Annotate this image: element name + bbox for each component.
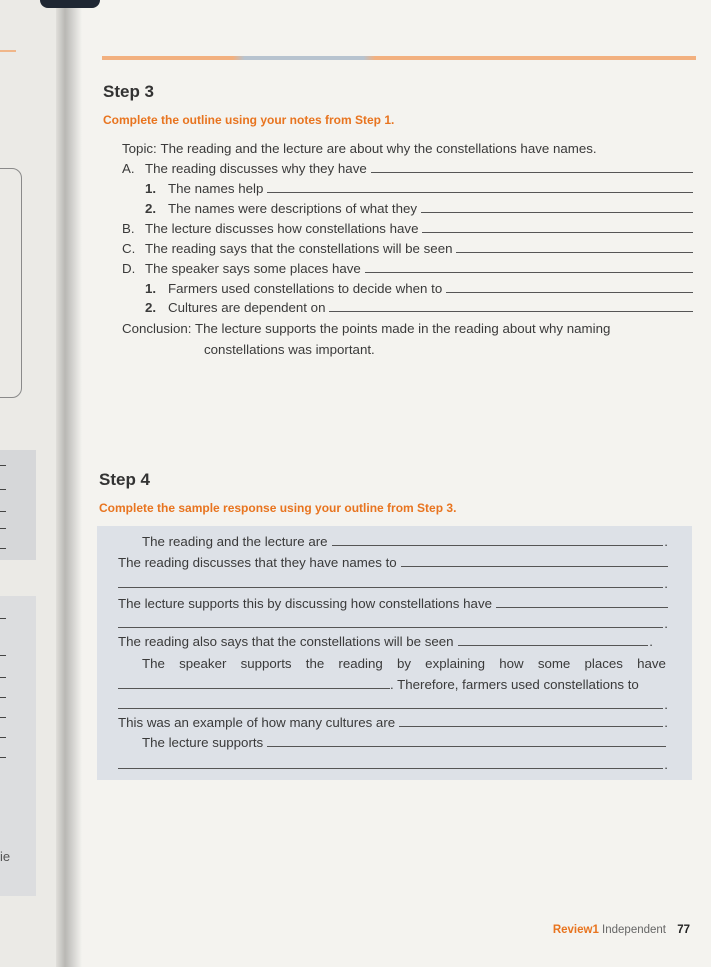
page-footer [553, 924, 690, 936]
facing-page-tick [0, 757, 6, 758]
answer-blank[interactable] [456, 252, 693, 253]
answer-blank[interactable] [365, 272, 693, 273]
response-text: . Therefore, farmers used constellations to [390, 677, 639, 692]
answer-blank[interactable] [329, 311, 693, 312]
answer-blank[interactable] [118, 587, 663, 588]
outline-marker: A. [122, 161, 135, 176]
period: . [664, 534, 668, 549]
response-line-8 [118, 674, 666, 692]
outline-marker: 1. [145, 281, 157, 296]
response-word: explaining [425, 656, 486, 671]
period: . [664, 757, 668, 772]
answer-blank[interactable] [422, 232, 693, 233]
facing-page-tick [0, 677, 6, 678]
facing-page-tick [0, 697, 6, 698]
outline-text: The names were descriptions of what they [168, 201, 418, 216]
page-number: 77 [677, 924, 690, 936]
answer-blank[interactable] [371, 172, 693, 173]
step3-title: Step 3 [103, 82, 155, 101]
outline-marker: 1. [145, 181, 157, 196]
header-rule [102, 56, 696, 60]
outline-item-a2 [145, 198, 693, 216]
response-word: have [637, 656, 666, 671]
period: . [649, 634, 653, 649]
response-line-1 [142, 531, 668, 549]
facing-page-tick [0, 465, 6, 466]
response-text: The lecture supports [142, 735, 264, 750]
facing-page-tick [0, 548, 6, 549]
response-line-5 [118, 613, 668, 631]
conclusion-line1: The lecture supports the points made in the reading about why naming [194, 321, 611, 336]
outline-text: The speaker says some places have [145, 261, 361, 276]
response-word: supports [240, 656, 292, 671]
facing-page-tick [0, 717, 6, 718]
outline-text: Cultures are dependent on [168, 300, 326, 315]
answer-blank[interactable] [458, 645, 649, 646]
outline-marker: C. [122, 241, 136, 256]
response-line-7 [142, 653, 666, 671]
response-text: This was an example of how many cultures are [118, 715, 396, 730]
outline-item-d2 [145, 297, 693, 315]
facing-page-tick [0, 737, 6, 738]
response-word: some [537, 656, 571, 671]
outline-text: The reading says that the constellations will be seen [145, 241, 453, 256]
answer-blank[interactable] [267, 192, 693, 193]
outline-marker: 2. [145, 300, 157, 315]
period: . [664, 616, 668, 631]
topic-text: The reading and the lecture are about why the constellations have names. [160, 141, 597, 156]
facing-page-rule [0, 50, 16, 52]
response-line-10 [118, 712, 668, 730]
response-text: The reading also says that the constellations will be seen [118, 634, 454, 649]
answer-blank[interactable] [401, 566, 668, 567]
book-spine-top [40, 0, 100, 8]
conclusion [122, 318, 694, 360]
outline-marker: B. [122, 221, 135, 236]
facing-page-tick [0, 489, 6, 490]
response-line-12 [118, 754, 668, 772]
topic-label: Topic: [122, 141, 157, 156]
response-word: how [499, 656, 524, 671]
response-line-6 [118, 631, 653, 649]
facing-page [0, 0, 62, 967]
book-spine-shadow [56, 0, 82, 967]
outline-item-d [122, 258, 693, 276]
period: . [664, 715, 668, 730]
answer-blank[interactable] [118, 708, 663, 709]
facing-page-panel [0, 450, 36, 560]
outline-item-b [122, 218, 693, 236]
outline-item-c [122, 238, 693, 256]
answer-blank[interactable] [446, 292, 693, 293]
answer-blank[interactable] [267, 746, 666, 747]
response-line-3 [118, 573, 668, 591]
outline-text: Farmers used constellations to decide when to [168, 281, 443, 296]
conclusion-label: Conclusion: [122, 321, 192, 336]
outline-marker: 2. [145, 201, 157, 216]
response-word: The [142, 656, 165, 671]
period: . [664, 697, 668, 712]
answer-blank[interactable] [332, 545, 664, 546]
answer-blank[interactable] [421, 212, 693, 213]
outline-text: The reading discusses why they have [145, 161, 367, 176]
answer-blank[interactable] [399, 726, 663, 727]
response-text: The reading and the lecture are [142, 534, 328, 549]
footer-review: Review1 [552, 924, 599, 936]
outline-text: The names help [168, 181, 264, 196]
response-line-9 [118, 694, 668, 712]
facing-page-text-fragment: ie [0, 849, 11, 864]
answer-blank[interactable] [118, 627, 663, 628]
response-text: The reading discusses that they have names to [118, 555, 397, 570]
facing-page-box [0, 168, 22, 398]
response-word: reading [338, 656, 383, 671]
outline-item-a1 [145, 178, 693, 196]
answer-blank[interactable] [496, 607, 668, 608]
response-word: the [305, 656, 325, 671]
response-word: by [396, 656, 411, 671]
step3-subtitle: Complete the outline using your notes from Step 1. [103, 113, 395, 127]
outline-item-d1 [145, 278, 693, 296]
step4-title: Step 4 [99, 470, 151, 489]
outline-marker: D. [122, 261, 136, 276]
answer-blank[interactable] [118, 768, 663, 769]
period: . [664, 576, 668, 591]
facing-page-tick [0, 655, 6, 656]
response-text: The lecture supports this by discussing how constellations have [118, 596, 492, 611]
response-word: speaker [179, 656, 227, 671]
facing-page-tick [0, 618, 6, 619]
topic-line [122, 138, 694, 156]
outline-item-a [122, 158, 693, 176]
conclusion-line2: constellations was important. [204, 342, 375, 357]
response-line-4 [118, 593, 668, 611]
response-line-11 [142, 732, 666, 750]
footer-section: Independent [602, 924, 666, 936]
facing-page-tick [0, 528, 6, 529]
response-line-2 [118, 552, 668, 570]
response-word: places [584, 656, 623, 671]
facing-page-tick [0, 511, 6, 512]
step4-subtitle: Complete the sample response using your outline from Step 3. [99, 501, 457, 515]
answer-blank[interactable] [118, 688, 390, 689]
outline-text: The lecture discusses how constellations have [145, 221, 419, 236]
